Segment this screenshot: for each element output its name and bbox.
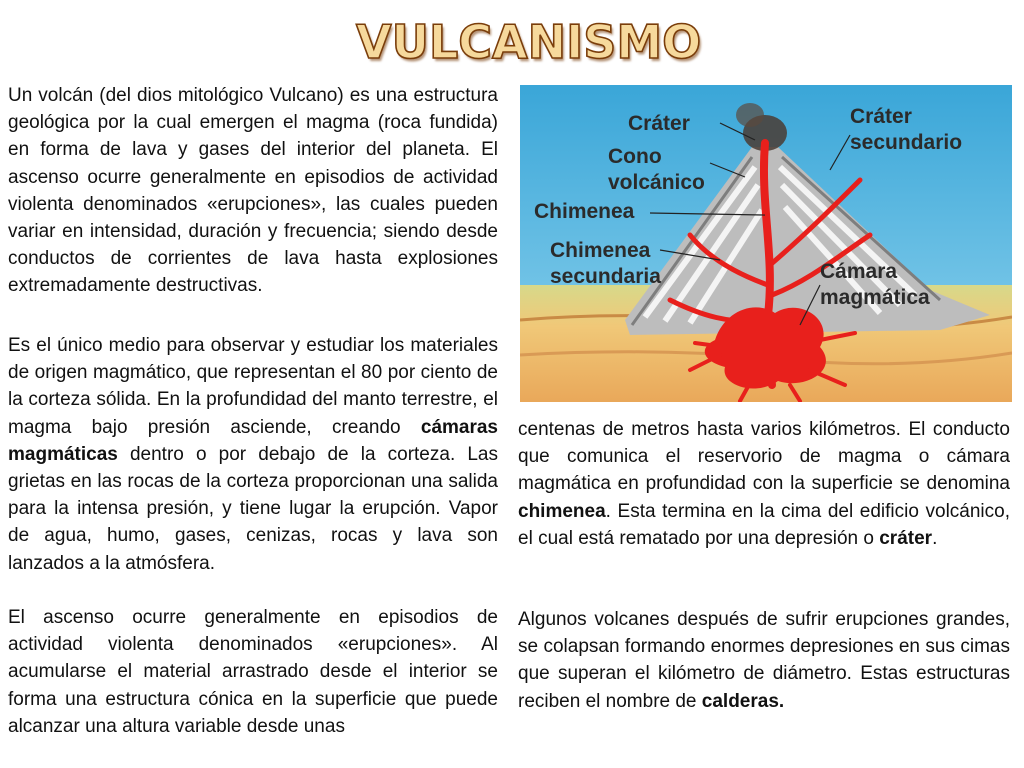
label-crater-secundario-2: secundario	[850, 131, 963, 154]
text-run: .	[932, 527, 938, 549]
label-chimenea-secundaria-1: Chimenea	[550, 239, 651, 262]
ash-cloud	[736, 103, 764, 127]
label-crater: Cráter	[628, 112, 690, 135]
text-run: centenas de metros hasta varios kilómetros. El conducto que comunica el reservorio de magma o cámara magmática en profundidad con la superficie se denomina	[518, 419, 1010, 495]
volcano-diagram-svg	[520, 85, 1012, 402]
bold-term-chimenea: chimenea	[518, 500, 606, 522]
label-cono-1: Cono	[608, 145, 662, 168]
ascent-paragraph: El ascenso ocurre generalmente en episodios de actividad violenta denominados «erupciones». Al acumularse el material arrastrado desde el interior se forma una estructura cónica en la superficie que puede alcanzar una altura variable desde unas	[8, 607, 498, 737]
text-run: Es el único medio para observar y estudiar los materiales de origen magmático, que representan el 80 por ciento de la corteza sólida. En la profundidad del manto terrestre, el magma bajo presión asciende, creando	[8, 335, 498, 438]
label-crater-secundario-1: Cráter	[850, 105, 912, 128]
label-camara-1: Cámara	[820, 260, 898, 283]
text-run: dentro o por debajo de la corteza. Las grietas en las rocas de la corteza proporcionan una salida para la intensa presión, y tiene lugar la erupción. Vapor de agua, humo, gases, cenizas, rocas y lava son lanzados a la atmósfera.	[8, 443, 498, 574]
text-run: Algunos volcanes después de sufrir erupciones grandes, se colapsan formando enormes depresiones en sus cimas que superan el kilómetro de diámetro. Estas estructuras reciben el nombre de	[518, 609, 1010, 712]
label-cono-2: volcánico	[608, 171, 705, 194]
bold-term-camaras: cámaras magmáticas	[8, 416, 498, 465]
volcano-diagram	[520, 85, 1012, 402]
label-camara-2: magmática	[820, 286, 930, 309]
intro-paragraph: Un volcán (del dios mitológico Vulcano) es una estructura geológica por la cual emergen el magma (roca fundida) en forma de lava y gases del interior del planeta. El ascenso ocurre generalmente en episodios de actividad violenta denominados «erupciones», las cuales pueden variar en intensidad, duración y frecuencia; siendo desde conductos de corrientes de lava hasta explosiones extremadamente destructivas.	[8, 85, 498, 297]
bold-term-crater: cráter	[879, 527, 933, 549]
caldera-paragraph	[518, 606, 1010, 715]
bold-term-calderas: calderas.	[701, 690, 785, 712]
label-chimenea-secundaria-2: secundaria	[550, 265, 661, 288]
page-title: VULCANISMO	[356, 15, 702, 69]
chimney-paragraph	[518, 416, 1010, 552]
magma-paragraph	[8, 332, 498, 577]
text-run: . Esta termina en la cima del edificio volcánico, el cual está rematado por una depresión o	[518, 500, 1010, 549]
label-chimenea: Chimenea	[534, 200, 635, 223]
